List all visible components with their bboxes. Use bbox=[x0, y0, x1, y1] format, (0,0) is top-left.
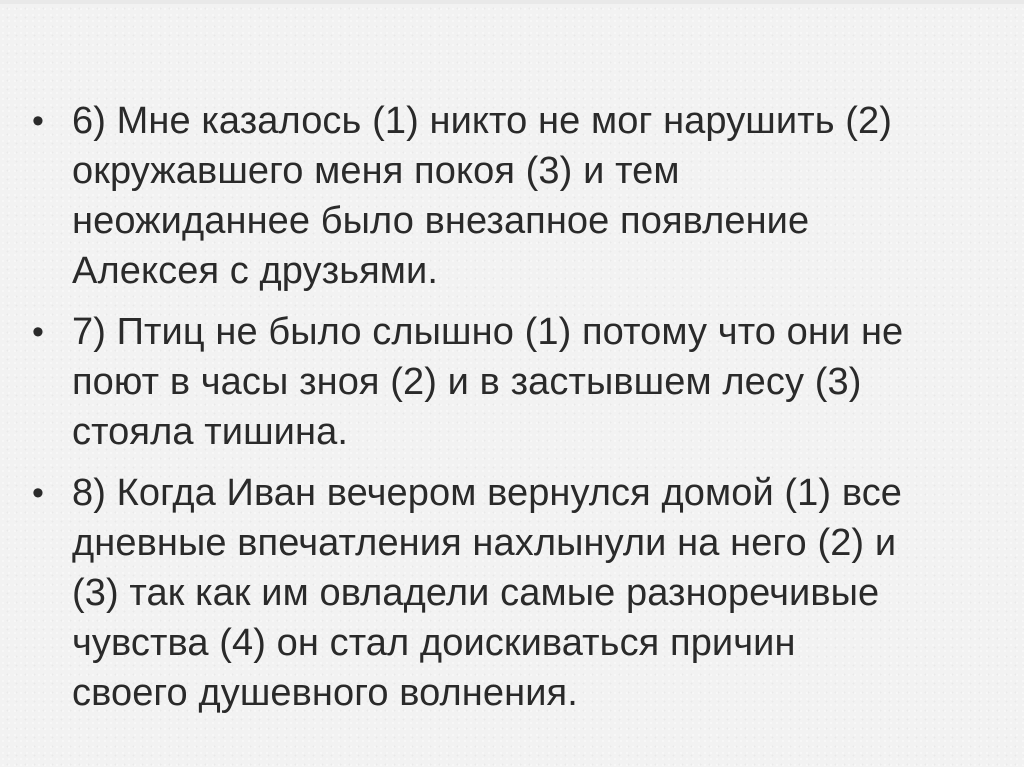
bullet-icon: • bbox=[32, 102, 44, 140]
item-text-line: чувства (4) он стал доискиваться причин bbox=[72, 622, 796, 664]
list-item-8 bbox=[32, 468, 1000, 718]
item-text-line: 8) Когда Иван вечером вернулся домой (1) все bbox=[72, 472, 903, 514]
item-text-line: неожиданнее было внезапное появление bbox=[72, 200, 810, 242]
item-text-line: поют в часы зноя (2) и в застывшем лесу (3) bbox=[72, 361, 862, 403]
bullet-list bbox=[32, 96, 1000, 729]
item-text-line: окружавшего меня покоя (3) и тем bbox=[72, 150, 680, 192]
top-divider bbox=[0, 0, 1024, 4]
item-text-line: 6) Мне казалось (1) никто не мог нарушить (2) bbox=[72, 100, 893, 142]
item-text-line: Алексея с друзьями. bbox=[72, 250, 439, 292]
list-item-7 bbox=[32, 307, 1000, 457]
bullet-icon: • bbox=[32, 474, 44, 512]
item-text-line: стояла тишина. bbox=[72, 411, 348, 453]
item-text-line: своего душевного волнения. bbox=[72, 672, 578, 714]
list-item-6 bbox=[32, 96, 1000, 296]
item-text-line: (3) так как им овладели самые разноречивые bbox=[72, 572, 880, 614]
bullet-icon: • bbox=[32, 313, 44, 351]
item-text-line: 7) Птиц не было слышно (1) потому что они не bbox=[72, 311, 904, 353]
item-text-line: дневные впечатления нахлынули на него (2) и bbox=[72, 522, 897, 564]
